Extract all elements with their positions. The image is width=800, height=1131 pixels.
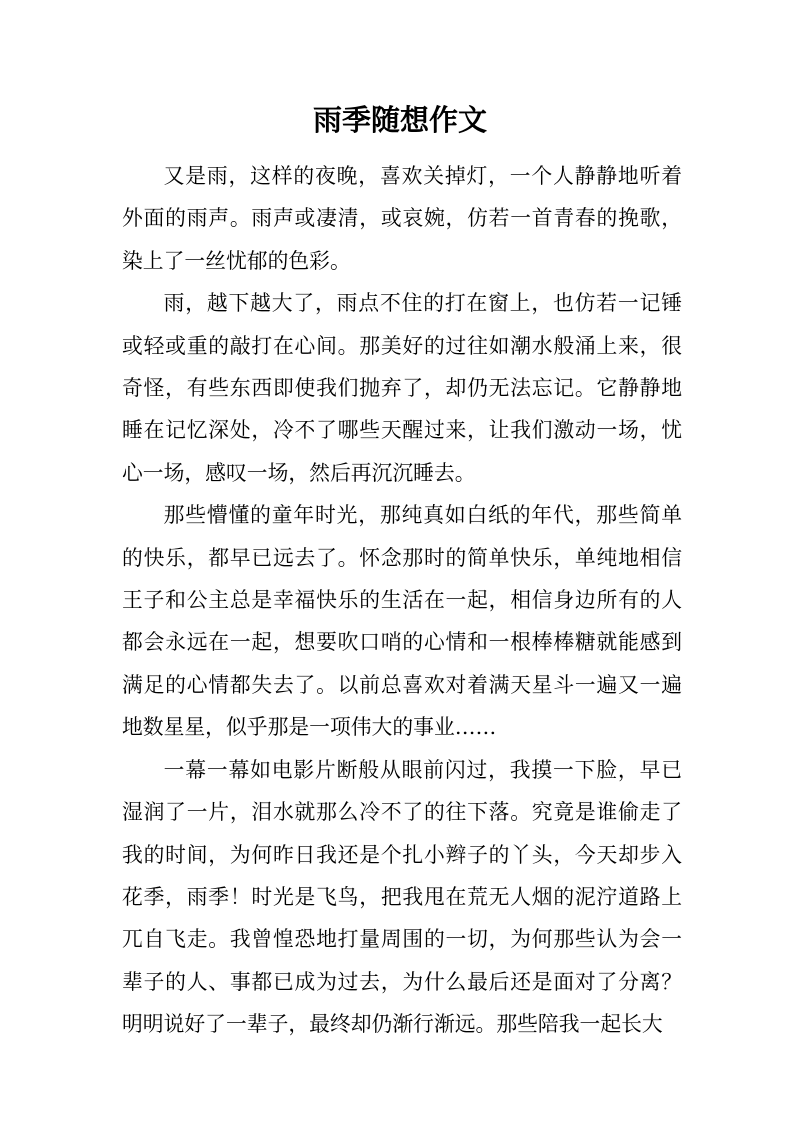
paragraph-2: 雨，越下越大了，雨点不住的打在窗上，也仿若一记锤或轻或重的敲打在心间。那美好的过往如潮水般涌上来，很奇怪，有些东西即使我们抛弃了，却仍无法忘记。它静静地睡在记忆深处，冷不了哪些天醒过来，让我们激动一场，忧心一场，感叹一场，然后再沉沉睡去。 [122, 291, 682, 485]
paragraph-1: 又是雨，这样的夜晚，喜欢关掉灯，一个人静静地听着外面的雨声。雨声或凄清，或哀婉，仿若一首青春的挽歌，染上了一丝忧郁的色彩。 [122, 164, 682, 273]
paragraph-4: 一幕一幕如电影片断般从眼前闪过，我摸一下脸，早已湿润了一片，泪水就那么冷不了的往下落。究竟是谁偷走了我的时间，为何昨日我还是个扎小辫子的丫头，今天却步入花季，雨季！时光是飞鸟，把我甩在荒无人烟的泥泞道路上兀自飞走。我曾惶恐地打量周围的一切，为何那些认为会一辈子的人、事都已成为过去，为什么最后还是面对了分离？明明说好了一辈子，最终却仍渐行渐远。那些陪我一起长大 [122, 757, 682, 1037]
document-body [122, 155, 682, 1046]
paragraph-3: 那些懵懂的童年时光，那纯真如白纸的年代，那些简单的快乐，都早已远去了。怀念那时的简单快乐，单纯地相信王子和公主总是幸福快乐的生活在一起，相信身边所有的人都会永远在一起，想要吹口哨的心情和一根棒棒糖就能感到满足的心情都失去了。以前总喜欢对着满天星斗一遍又一遍地数星星，似乎那是一项伟大的事业…… [122, 503, 682, 740]
document-title: 雨季随想作文 [312, 103, 487, 137]
